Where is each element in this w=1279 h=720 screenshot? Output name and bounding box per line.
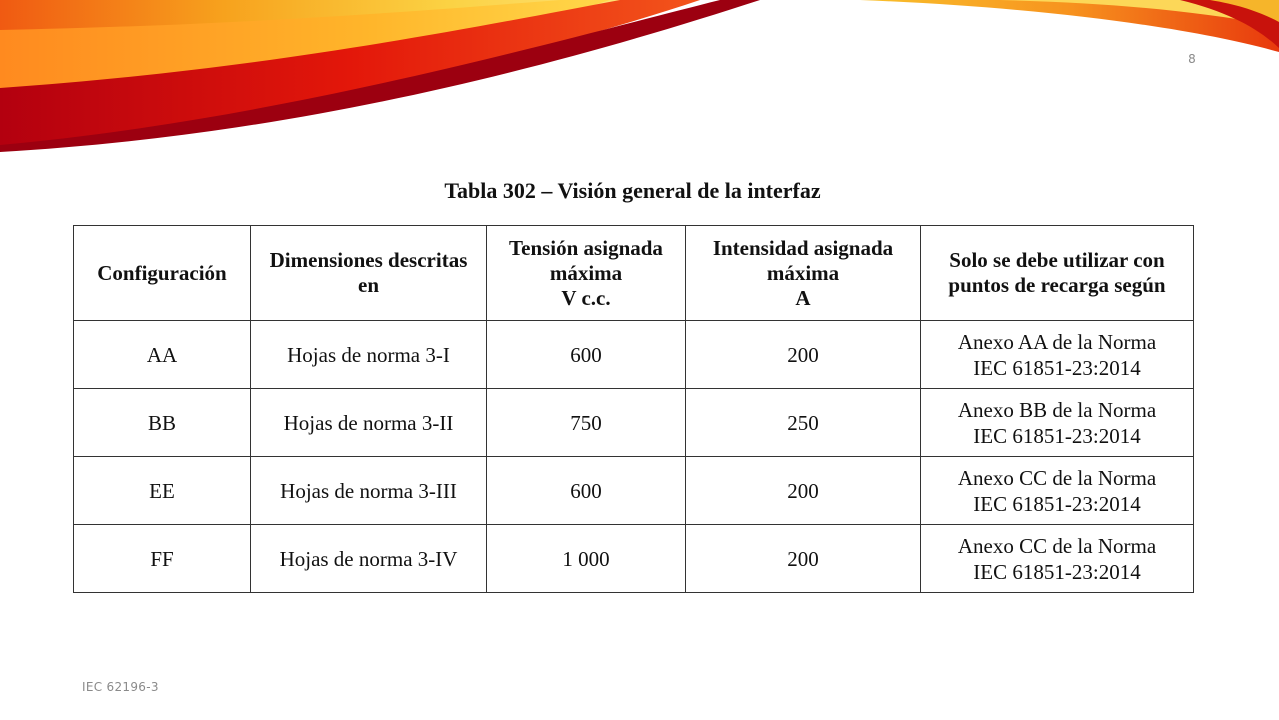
header-dimensiones: Dimensiones descritas en	[251, 226, 487, 321]
cell-intensidad: 200	[686, 321, 921, 389]
cell-tension: 750	[487, 389, 686, 457]
interface-overview-table	[73, 225, 1194, 593]
cell-tension: 1 000	[487, 525, 686, 593]
header-tension: Tensión asignada máxima V c.c.	[487, 226, 686, 321]
cell-tension: 600	[487, 321, 686, 389]
footer-text: IEC 62196-3	[82, 680, 159, 694]
cell-intensidad: 250	[686, 389, 921, 457]
cell-configuracion: EE	[74, 457, 251, 525]
table-header-row	[74, 226, 1194, 321]
header-norma: Solo se debe utilizar con puntos de recarga según	[921, 226, 1194, 321]
cell-configuracion: AA	[74, 321, 251, 389]
table-row	[74, 321, 1194, 389]
cell-norma: Anexo BB de la Norma IEC 61851-23:2014	[921, 389, 1194, 457]
cell-norma: Anexo CC de la Norma IEC 61851-23:2014	[921, 457, 1194, 525]
table-row	[74, 457, 1194, 525]
cell-norma: Anexo CC de la Norma IEC 61851-23:2014	[921, 525, 1194, 593]
cell-norma: Anexo AA de la Norma IEC 61851-23:2014	[921, 321, 1194, 389]
table-row	[74, 389, 1194, 457]
cell-dimensiones: Hojas de norma 3-I	[251, 321, 487, 389]
cell-dimensiones: Hojas de norma 3-IV	[251, 525, 487, 593]
cell-dimensiones: Hojas de norma 3-III	[251, 457, 487, 525]
cell-intensidad: 200	[686, 457, 921, 525]
header-intensidad: Intensidad asignada máxima A	[686, 226, 921, 321]
header-configuracion: Configuración	[74, 226, 251, 321]
table-title: Tabla 302 – Visión general de la interfaz	[444, 178, 821, 203]
cell-dimensiones: Hojas de norma 3-II	[251, 389, 487, 457]
slide-number: 8	[1188, 52, 1196, 66]
cell-intensidad: 200	[686, 525, 921, 593]
cell-tension: 600	[487, 457, 686, 525]
cell-configuracion: FF	[74, 525, 251, 593]
cell-configuracion: BB	[74, 389, 251, 457]
decorative-swoosh-banner	[0, 0, 1279, 170]
table-row	[74, 525, 1194, 593]
